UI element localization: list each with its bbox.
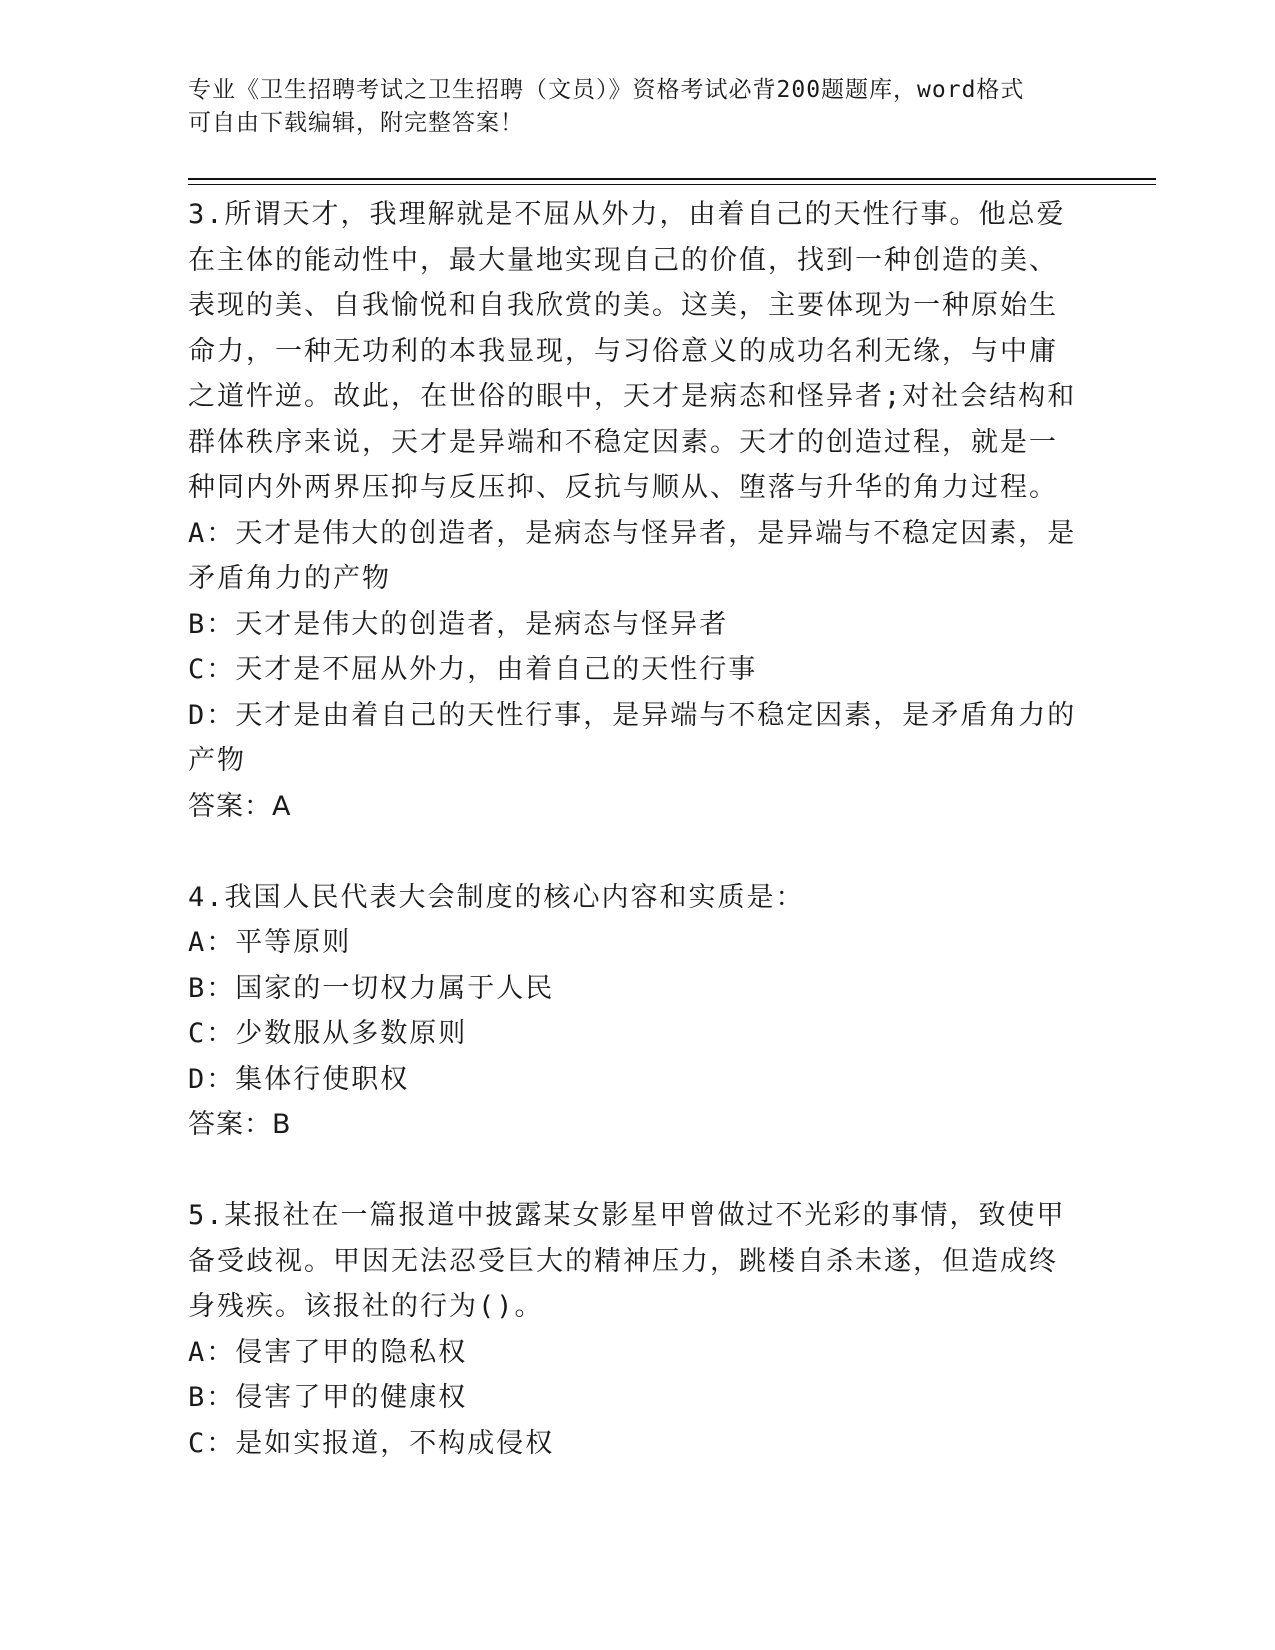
question-5-line-1: 5.某报社在一篇报道中披露某女影星甲曾做过不光彩的事情，致使甲 <box>188 1200 1066 1231</box>
question-5-option-a: A：侵害了甲的隐私权 <box>188 1336 468 1368</box>
question-3 <box>188 192 1088 829</box>
header-line-2: 可自由下载编辑，附完整答案！ <box>188 110 524 136</box>
question-3-option-a: A：天才是伟大的创造者，是病态与怪异者，是异端与不稳定因素，是 <box>188 517 1077 549</box>
question-3-line-2: 在主体的能动性中，最大量地实现自己的价值，找到一种创造的美、 <box>188 244 1058 276</box>
question-5-option-b: B：侵害了甲的健康权 <box>188 1382 468 1413</box>
question-3-line-6: 群体秩序来说，天才是异端和不稳定因素。天才的创造过程，就是一 <box>188 426 1058 458</box>
document-header <box>188 74 1088 140</box>
question-5 <box>188 1193 1088 1466</box>
question-5-line-3: 身残疾。该报社的行为()。 <box>188 1291 544 1322</box>
question-3-option-c: C：天才是不屈从外力，由着自己的天性行事 <box>188 654 758 685</box>
question-3-option-b: B：天才是伟大的创造者，是病态与怪异者 <box>188 608 729 640</box>
question-3-answer: 答案：A <box>188 790 292 822</box>
document-body <box>188 192 1088 1466</box>
question-5-option-c: C：是如实报道，不构成侵权 <box>188 1427 555 1459</box>
question-4 <box>188 875 1088 1148</box>
question-3-option-d: D：天才是由着自己的天性行事，是异端与不稳定因素，是矛盾角力的 <box>188 699 1077 731</box>
question-3-option-d-cont: 产物 <box>188 745 246 776</box>
spacer <box>188 1148 1088 1194</box>
question-3-line-1: 3.所谓天才，我理解就是不屈从外力，由着自己的天性行事。他总爱 <box>188 199 1066 230</box>
question-3-line-7: 种同内外两界压抑与反压抑、反抗与顺从、堕落与升华的角力过程。 <box>188 472 1058 503</box>
question-4-text: 4.我国人民代表大会制度的核心内容和实质是： <box>188 881 805 913</box>
question-4-option-b: B：国家的一切权力属于人民 <box>188 972 555 1004</box>
header-rule-thin <box>188 184 1156 185</box>
question-3-option-a-cont: 矛盾角力的产物 <box>188 563 391 594</box>
question-3-line-3: 表现的美、自我愉悦和自我欣赏的美。这美，主要体现为一种原始生 <box>188 290 1058 321</box>
question-5-line-2: 备受歧视。甲因无法忍受巨大的精神压力，跳楼自杀未遂，但造成终 <box>188 1245 1058 1277</box>
header-line-1: 专业《卫生招聘考试之卫生招聘（文员）》资格考试必背200题题库，word格式 <box>188 77 1025 103</box>
spacer <box>188 829 1088 875</box>
header-rule-thick <box>188 178 1156 180</box>
question-3-line-5: 之道忤逆。故此，在世俗的眼中，天才是病态和怪异者;对社会结构和 <box>188 381 1077 412</box>
question-3-line-4: 命力，一种无功利的本我显现，与习俗意义的成功名利无缘，与中庸 <box>188 335 1058 367</box>
question-4-option-c: C：少数服从多数原则 <box>188 1018 468 1049</box>
question-4-option-d: D：集体行使职权 <box>188 1063 410 1095</box>
question-4-option-a: A：平等原则 <box>188 927 352 958</box>
question-4-answer: 答案：B <box>188 1109 292 1140</box>
